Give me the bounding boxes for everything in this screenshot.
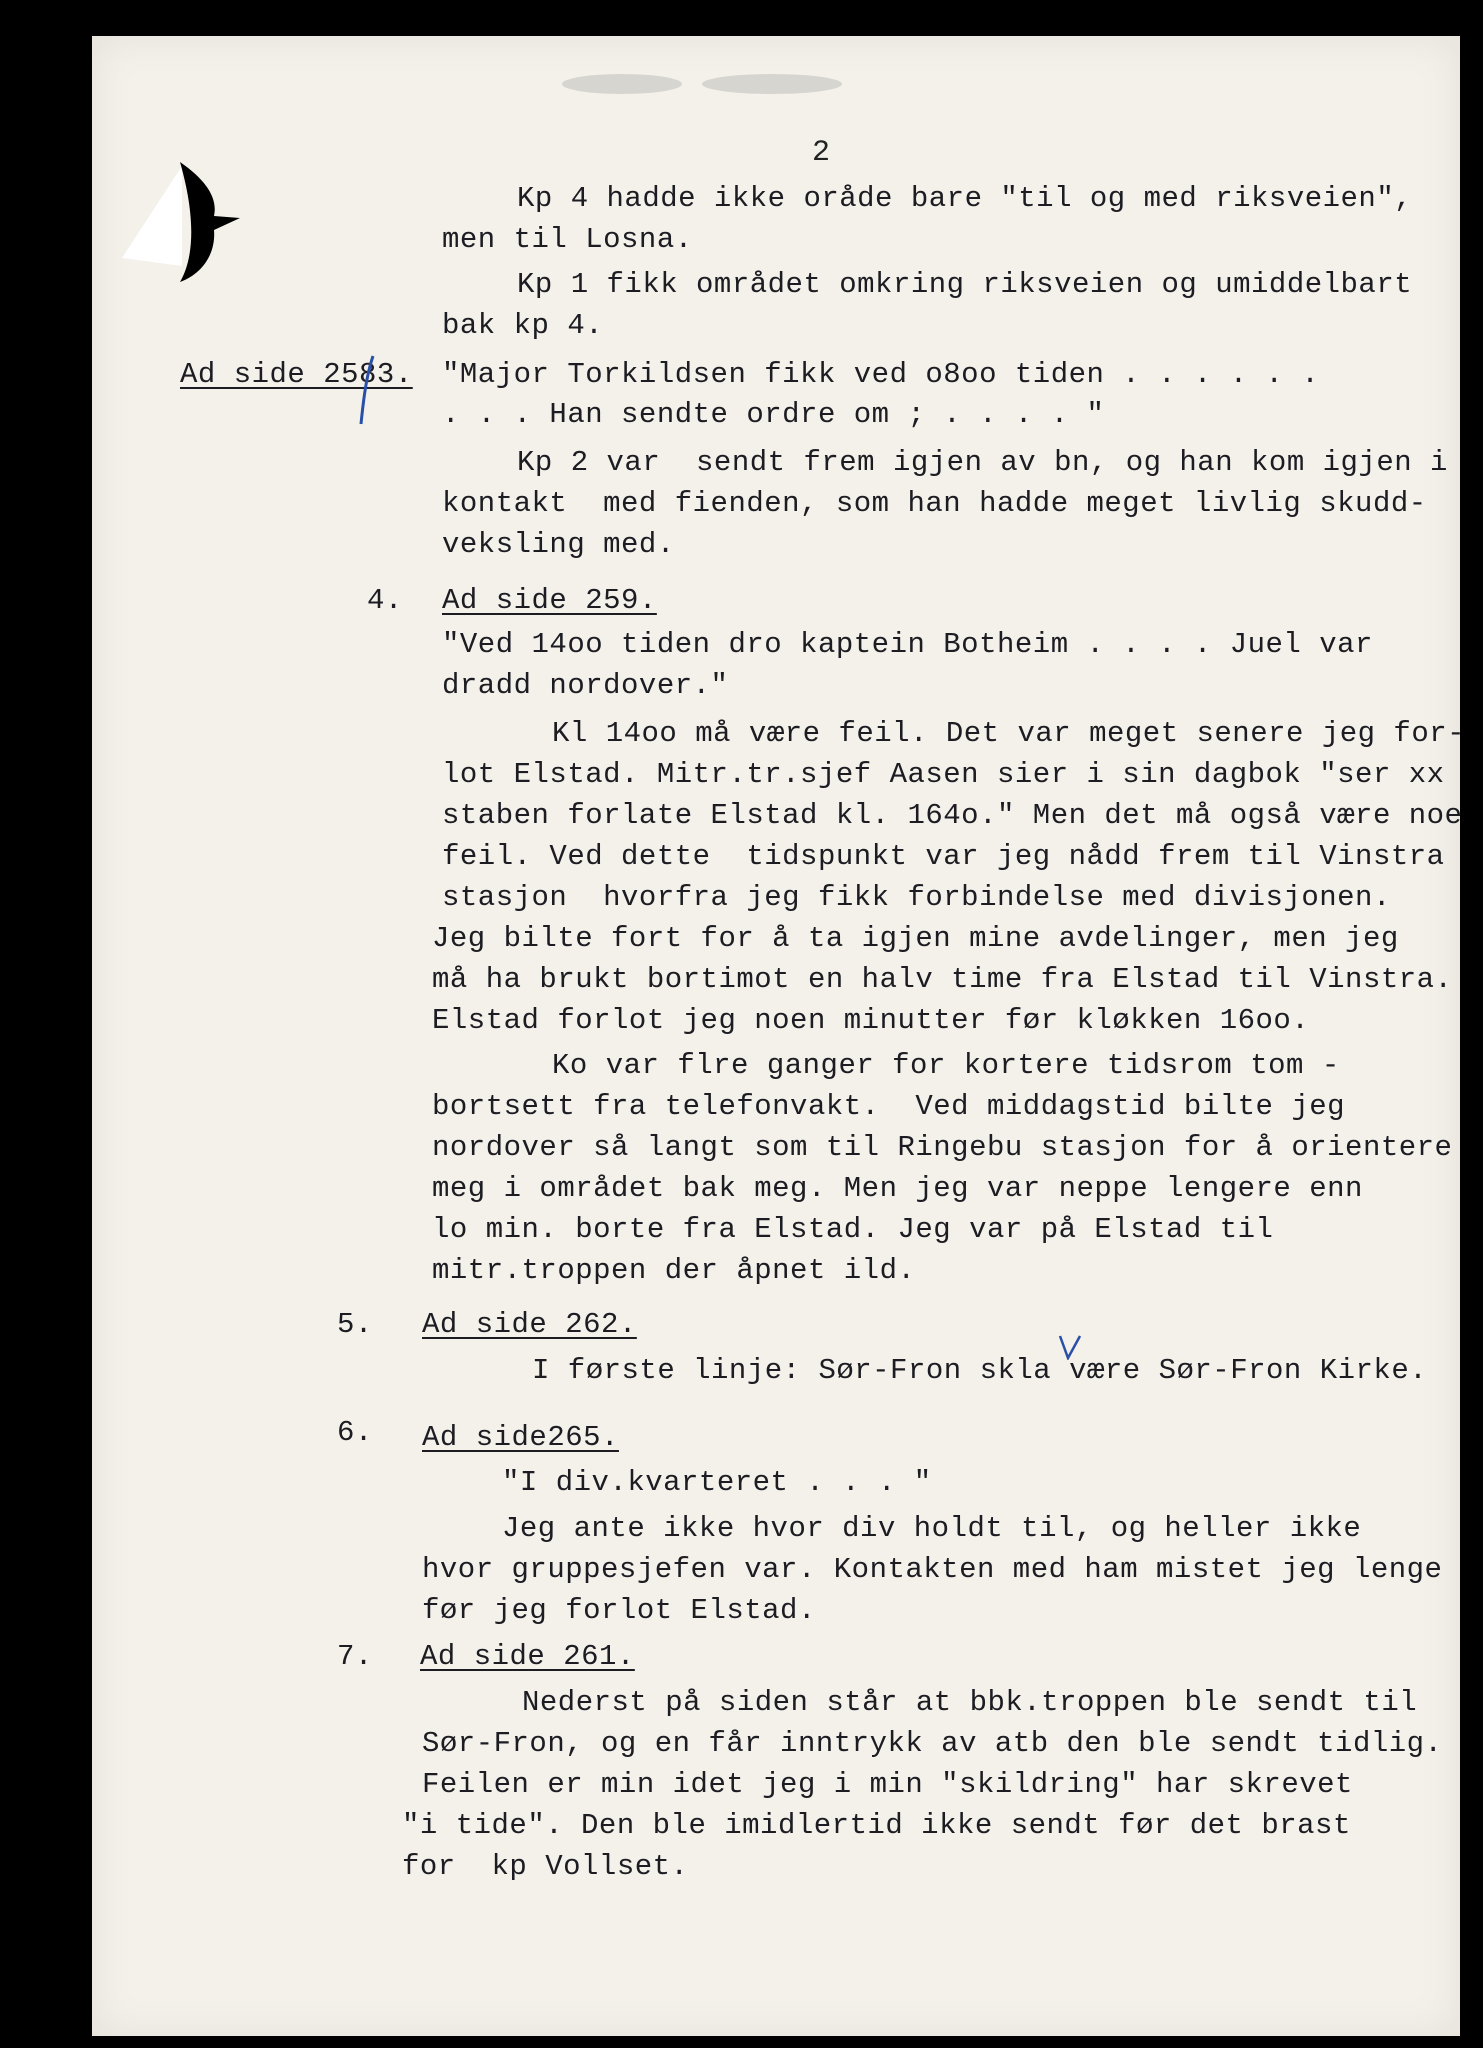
section-heading: Ad side265.	[422, 1421, 619, 1454]
item-number: 5.	[337, 1308, 373, 1341]
page-number: 2	[812, 136, 831, 170]
section-heading: Ad side 261.	[420, 1640, 635, 1673]
text-line: "i tide". Den ble imidlertid ikke sendt før det brast	[402, 1809, 1351, 1842]
pen-checkmark	[1058, 1334, 1082, 1360]
text-line: Ko var flre ganger for kortere tidsrom tom -	[552, 1049, 1340, 1082]
faint-scribble	[702, 74, 842, 94]
text-line: bortsett fra telefonvakt. Ved middagstid bilte jeg	[432, 1090, 1346, 1123]
text-line: for kp Vollset.	[402, 1850, 689, 1883]
text-line: I første linje: Sør-Fron skla være Sør-Fron Kirke.	[532, 1354, 1428, 1387]
item-number: 4.	[367, 584, 403, 617]
text-line: "I div.kvarteret . . . "	[502, 1466, 932, 1499]
text-line: Sør-Fron, og en får inntrykk av atb den ble sendt tidlig.	[422, 1727, 1443, 1760]
item-number: 6.	[337, 1416, 373, 1449]
text-line: stasjon hvorfra jeg fikk forbindelse med divisjonen.	[442, 881, 1391, 914]
text-line: Nederst på siden står at bbk.troppen ble sendt til	[522, 1686, 1418, 1719]
faint-scribble	[562, 74, 682, 94]
text-line: Elstad forlot jeg noen minutter før kløkken 16oo.	[432, 1004, 1310, 1037]
text-line: men til Losna.	[442, 223, 693, 256]
section-heading: Ad side 262.	[422, 1308, 637, 1341]
text-line: kontakt med fienden, som han hadde meget livlig skudd-	[442, 487, 1427, 520]
text-line: meg i området bak meg. Men jeg var neppe lengere enn	[432, 1172, 1363, 1205]
text-line: Feilen er min idet jeg i min "skildring" har skrevet	[422, 1768, 1353, 1801]
text-line: . . . Han sendte ordre om ; . . . . "	[442, 398, 1105, 431]
text-line: lo min. borte fra Elstad. Jeg var på Elstad til	[432, 1213, 1274, 1246]
text-line: staben forlate Elstad kl. 164o." Men det må også være noe	[442, 799, 1463, 832]
text-line: Kp 1 fikk området omkring riksveien og umiddelbart	[517, 268, 1413, 301]
item-number: 7.	[337, 1640, 373, 1673]
text-line: Kl 14oo må være feil. Det var meget senere jeg for-	[552, 717, 1466, 750]
corner-tab-shape	[122, 158, 262, 298]
text-line: veksling med.	[442, 528, 675, 561]
text-line: før jeg forlot Elstad.	[422, 1594, 816, 1627]
text-line: lot Elstad. Mitr.tr.sjef Aasen sier i sin dagbok "ser xx	[442, 758, 1445, 791]
text-line: dradd nordover."	[442, 669, 729, 702]
text-line: mitr.troppen der åpnet ild.	[432, 1254, 916, 1287]
text-line: Jeg bilte fort for å ta igjen mine avdelinger, men jeg	[432, 922, 1399, 955]
pen-mark	[355, 354, 379, 428]
text-line: Kp 2 var sendt frem igjen av bn, og han kom igjen i	[517, 446, 1448, 479]
section-heading: Ad side 2583.	[180, 358, 413, 391]
text-line: "Ved 14oo tiden dro kaptein Botheim . . . . Juel var	[442, 628, 1373, 661]
text-line: Jeg ante ikke hvor div holdt til, og heller ikke	[502, 1512, 1362, 1545]
text-line: hvor gruppesjefen var. Kontakten med ham mistet jeg lenge	[422, 1553, 1443, 1586]
section-heading: Ad side 259.	[442, 584, 657, 617]
text-line: nordover så langt som til Ringebu stasjon for å orientere	[432, 1131, 1453, 1164]
text-line: må ha brukt bortimot en halv time fra Elstad til Vinstra.	[432, 963, 1453, 996]
text-line: bak kp 4.	[442, 309, 604, 342]
text-line: feil. Ved dette tidspunkt var jeg nådd frem til Vinstra	[442, 840, 1445, 873]
document-page	[92, 36, 1466, 2036]
text-line: "Major Torkildsen fikk ved o8oo tiden . . . . . .	[442, 358, 1320, 391]
text-line: Kp 4 hadde ikke oråde bare "til og med riksveien",	[517, 182, 1413, 215]
